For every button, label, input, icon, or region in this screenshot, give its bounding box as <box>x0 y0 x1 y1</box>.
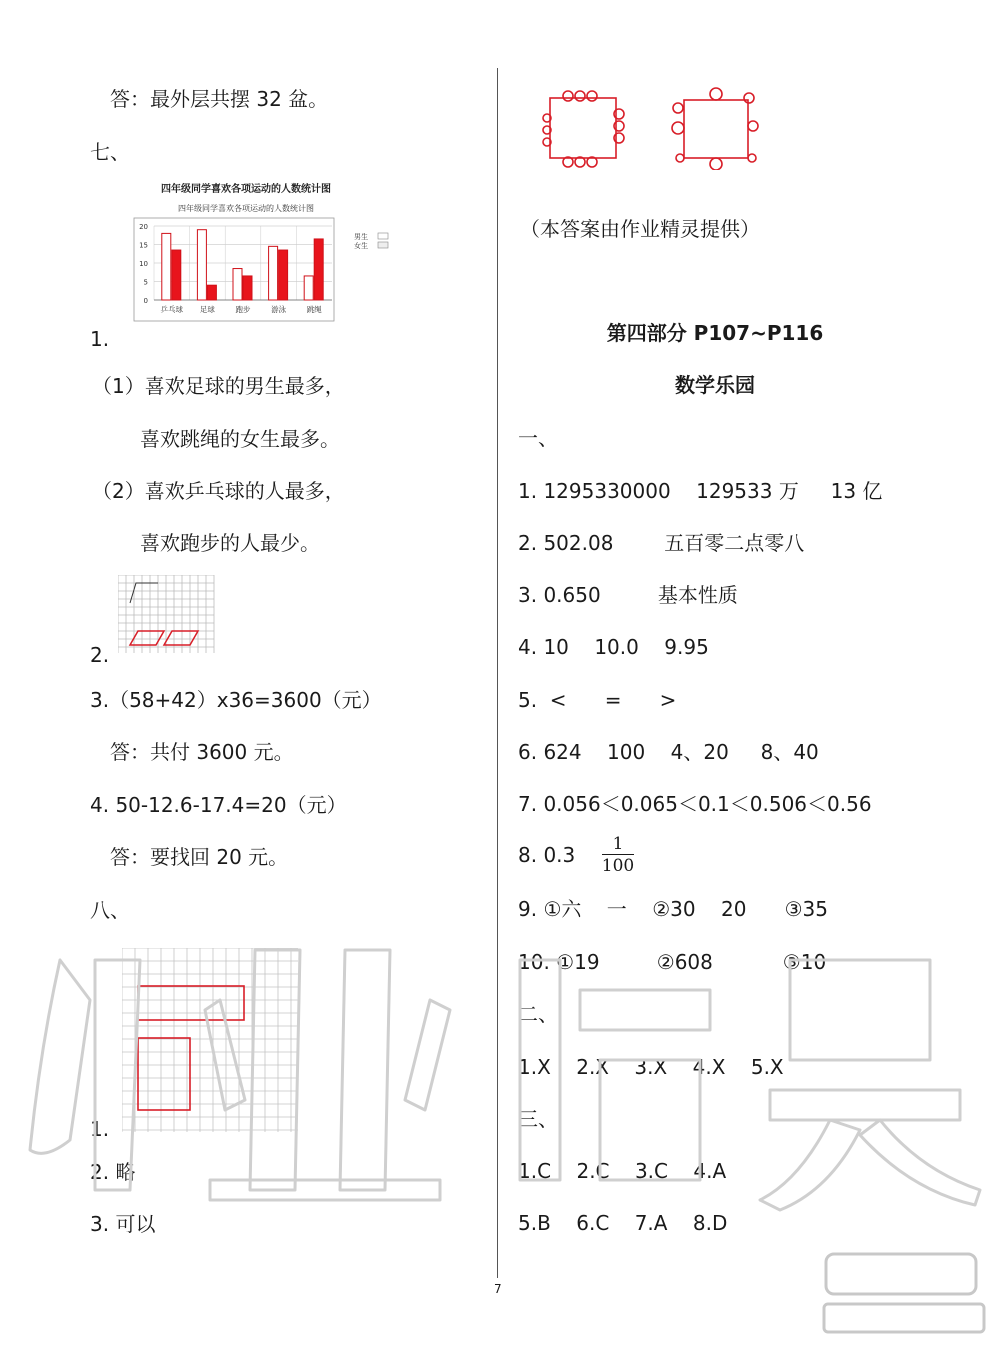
answer-3: 答：共付 3600 元。 <box>110 740 294 764</box>
answer-1-1a: （1）喜欢足球的男生最多， <box>92 374 345 398</box>
answer-1-2a: （2）喜欢乒乓球的人最多， <box>92 479 345 503</box>
x-tick-label: 足球 <box>199 305 215 314</box>
site-logo <box>820 1248 990 1338</box>
section-7-heading: 七、 <box>90 140 130 164</box>
pots-arrangement-figure <box>538 84 778 170</box>
bar-boys <box>162 233 171 300</box>
answer-4: 答：要找回 20 元。 <box>110 845 289 869</box>
answer-choice-row2: 5.B 6.C 7.A 8.D <box>518 1211 728 1235</box>
x-tick-label: 跳绳 <box>306 305 322 314</box>
question-4: 4. 50-12.6-17.4=20（元） <box>90 793 347 817</box>
fraction-one-hundredth <box>598 834 638 877</box>
square-left <box>550 98 616 158</box>
section-1-heading: 一、 <box>518 426 558 450</box>
horizontal-rectangle <box>138 986 244 1020</box>
answer-1-1b: 喜欢跳绳的女生最多。 <box>140 427 340 451</box>
bar-girls <box>207 285 216 300</box>
legend-label: 男生 <box>354 233 368 241</box>
bar-boys <box>233 269 242 300</box>
bar-girls <box>314 239 323 300</box>
parallelogram-left <box>130 631 164 645</box>
answer-r6: 6. 624 100 4、20 8、40 <box>518 740 819 764</box>
bar-girls <box>279 250 288 300</box>
legend-label: 女生 <box>354 242 368 250</box>
x-tick-label: 游泳 <box>271 305 287 314</box>
answer-true-false: 1.X 2.X 3.X 4.X 5.X <box>518 1055 784 1079</box>
logo-badge <box>826 1254 976 1294</box>
y-tick-label: 15 <box>139 241 148 250</box>
page-number: 7 <box>494 1282 502 1296</box>
parallelogram-grid-figure <box>118 575 218 657</box>
bar-boys <box>304 276 313 300</box>
section-3-heading: 三、 <box>518 1107 558 1131</box>
answer-r4: 4. 10 10.0 9.95 <box>518 635 709 659</box>
chart-inner-title: 四年级同学喜欢各项运动的人数统计图 <box>178 204 314 213</box>
column-divider <box>497 68 498 1278</box>
bar-girls <box>243 276 252 300</box>
section-2-heading: 二、 <box>518 1002 558 1026</box>
answer-r8: 8. 0.3 <box>518 843 576 867</box>
fraction-numerator: 1 <box>612 834 624 854</box>
sub-title: 数学乐园 <box>675 373 755 397</box>
section-8-heading: 八、 <box>90 898 130 922</box>
vertical-rectangle <box>138 1038 190 1110</box>
question-3: 3.（58+42）x36=3600（元） <box>90 688 382 712</box>
section-8-item-1: 1. <box>90 1117 110 1141</box>
bar-boys <box>197 230 206 300</box>
x-tick-label: 跑步 <box>235 305 251 314</box>
answer-total-pots: 答：最外层共摆 32 盆。 <box>110 87 329 111</box>
legend-swatch <box>378 233 388 239</box>
question-2: 2. <box>90 643 110 667</box>
section-8-item-3: 3. 可以 <box>90 1212 156 1236</box>
rectangle-grid-figure <box>122 948 300 1134</box>
answer-r3: 3. 0.650 基本性质 <box>518 583 738 607</box>
y-tick-label: 10 <box>139 260 148 268</box>
answer-provider-note: （本答案由作业精灵提供） <box>520 217 760 241</box>
logo-url-badge <box>824 1304 984 1332</box>
bar-chart <box>128 178 392 322</box>
answer-r5: 5. < = > <box>518 688 677 712</box>
question-1: 1. <box>90 327 110 351</box>
answer-choice-row1: 1.C 2.C 3.C 4.A <box>518 1159 727 1183</box>
parallelogram-right <box>164 631 198 645</box>
y-tick-label: 5 <box>143 278 148 287</box>
y-tick-label: 20 <box>139 223 148 231</box>
answer-1-2b: 喜欢跑步的人最少。 <box>140 531 320 555</box>
square-right <box>684 100 748 158</box>
y-tick-label: 0 <box>143 297 148 305</box>
bar-boys <box>269 246 278 300</box>
fraction-denominator: 100 <box>601 856 635 876</box>
answer-r10: 10. ①19 ②608 ③10 <box>518 950 827 974</box>
answer-r7: 7. 0.056＜0.065＜0.1＜0.506＜0.56 <box>518 792 872 816</box>
part-title: 第四部分 P107~P116 <box>606 321 824 345</box>
x-tick-label: 乒乓球 <box>160 305 184 314</box>
legend-swatch <box>378 242 388 248</box>
bar-girls <box>172 250 181 300</box>
answer-r1: 1. 1295330000 129533 万 13 亿 <box>518 479 883 503</box>
section-8-item-2: 2. 略 <box>90 1160 136 1184</box>
answer-r9: 9. ①六 一 ②30 20 ③35 <box>518 897 829 921</box>
chart-title: 四年级同学喜欢各项运动的人数统计图 <box>161 184 331 195</box>
answer-r2: 2. 502.08 五百零二点零八 <box>518 531 805 555</box>
